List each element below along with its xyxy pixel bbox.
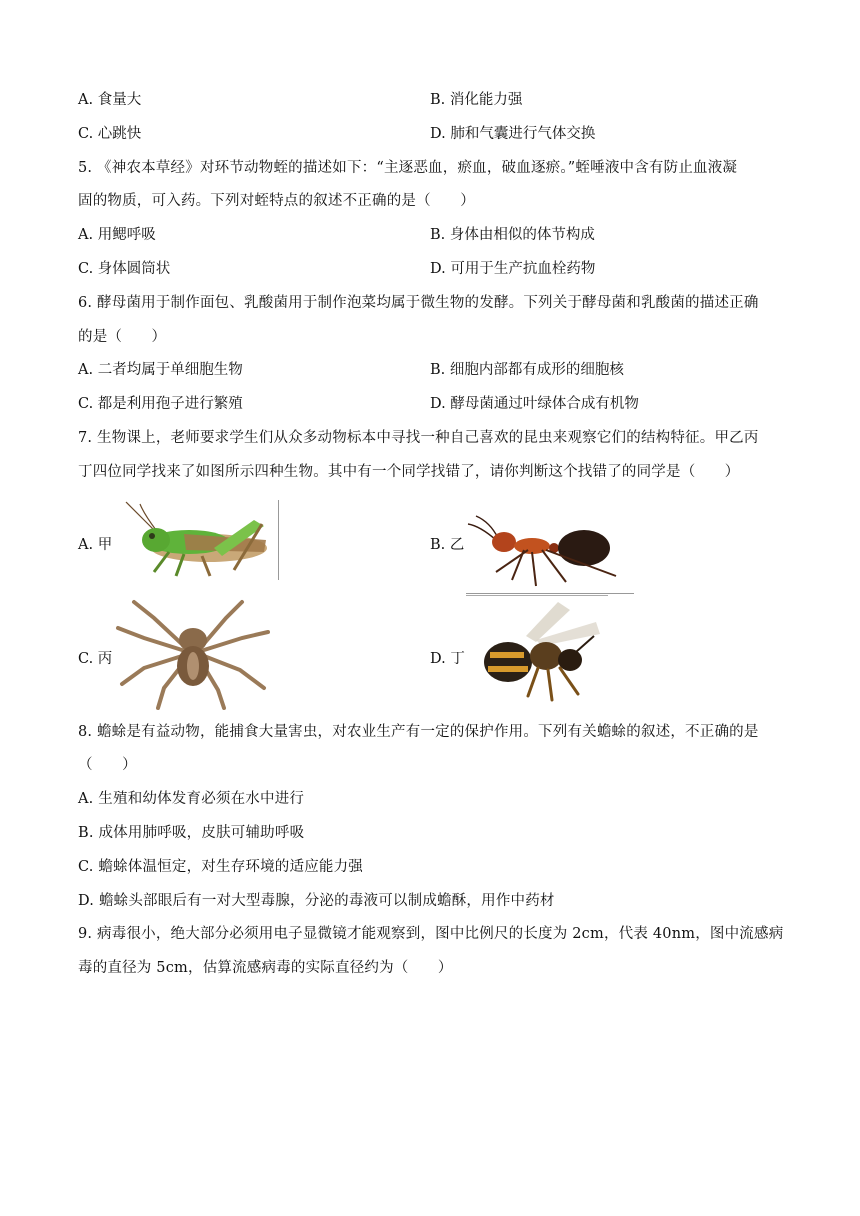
q4-option-d: D. 肺和气囊进行气体交换 <box>430 126 596 142</box>
q5-stem-line2: 固的物质，可入药。下列对蛭特点的叙述不正确的是（ ） <box>78 193 475 209</box>
spider-image <box>114 598 274 710</box>
q6-option-c: C. 都是利用孢子进行繁殖 <box>78 396 243 412</box>
q7-option-d: D. 丁 <box>430 651 465 667</box>
q4-option-c: C. 心跳快 <box>78 126 142 142</box>
q8-option-d: D. 蟾蜍头部眼后有一对大型毒腺，分泌的毒液可以制成蟾酥，用作中药材 <box>78 893 555 909</box>
q7-option-a: A. 甲 <box>78 537 113 553</box>
q6-stem-line1: 6. 酵母菌用于制作面包、乳酸菌用于制作泡菜均属于微生物的发酵。下列关于酵母菌和乳酸菌的描述正确 <box>78 295 759 311</box>
q5-option-c: C. 身体圆筒状 <box>78 261 171 277</box>
q6-option-d: D. 酵母菌通过叶绿体合成有机物 <box>430 396 639 412</box>
q5-option-d: D. 可用于生产抗血栓药物 <box>430 261 596 277</box>
q7-option-b: B. 乙 <box>430 537 465 553</box>
q5-option-b: B. 身体由相似的体节构成 <box>430 227 595 243</box>
q8-stem-line1: 8. 蟾蜍是有益动物，能捕食大量害虫，对农业生产有一定的保护作用。下列有关蟾蜍的叙述，不正确的是 <box>78 724 759 740</box>
ant-image <box>466 510 634 594</box>
q4-option-b: B. 消化能力强 <box>430 92 523 108</box>
q8-stem-line2: （ ） <box>78 757 137 773</box>
q6-option-a: A. 二者均属于单细胞生物 <box>78 362 243 378</box>
q8-option-a: A. 生殖和幼体发育必须在水中进行 <box>78 791 305 807</box>
bee-image <box>466 595 608 706</box>
q4-option-a: A. 食量大 <box>78 92 142 108</box>
q8-option-c: C. 蟾蜍体温恒定，对生存环境的适应能力强 <box>78 859 364 875</box>
q8-option-b: B. 成体用肺呼吸，皮肤可辅助呼吸 <box>78 825 305 841</box>
q6-stem-line2: 的是（ ） <box>78 329 167 345</box>
q5-stem-line1: 5. 《神农本草经》对环节动物蛭的描述如下：“主逐恶血，瘀血，破血逐瘀。”蛭唾液中含有防止血液凝 <box>78 160 738 176</box>
q7-stem-line1: 7. 生物课上，老师要求学生们从众多动物标本中寻找一种自己喜欢的昆虫来观察它们的结构特征。甲乙丙 <box>78 430 759 446</box>
q5-option-a: A. 用鳃呼吸 <box>78 227 156 243</box>
q6-option-b: B. 细胞内部都有成形的细胞核 <box>430 362 624 378</box>
q9-stem-line2: 毒的直径为 5cm，估算流感病毒的实际直径约为（ ） <box>78 960 453 976</box>
q7-option-c: C. 丙 <box>78 651 113 667</box>
q9-stem-line1: 9. 病毒很小，绝大部分必须用电子显微镜才能观察到，图中比例尺的长度为 2cm，代表 40nm，图中流感病 <box>78 926 784 942</box>
grasshopper-image <box>114 500 279 580</box>
q7-stem-line2: 丁四位同学找来了如图所示四种生物。其中有一个同学找错了，请你判断这个找错了的同学是（ ） <box>78 464 740 480</box>
